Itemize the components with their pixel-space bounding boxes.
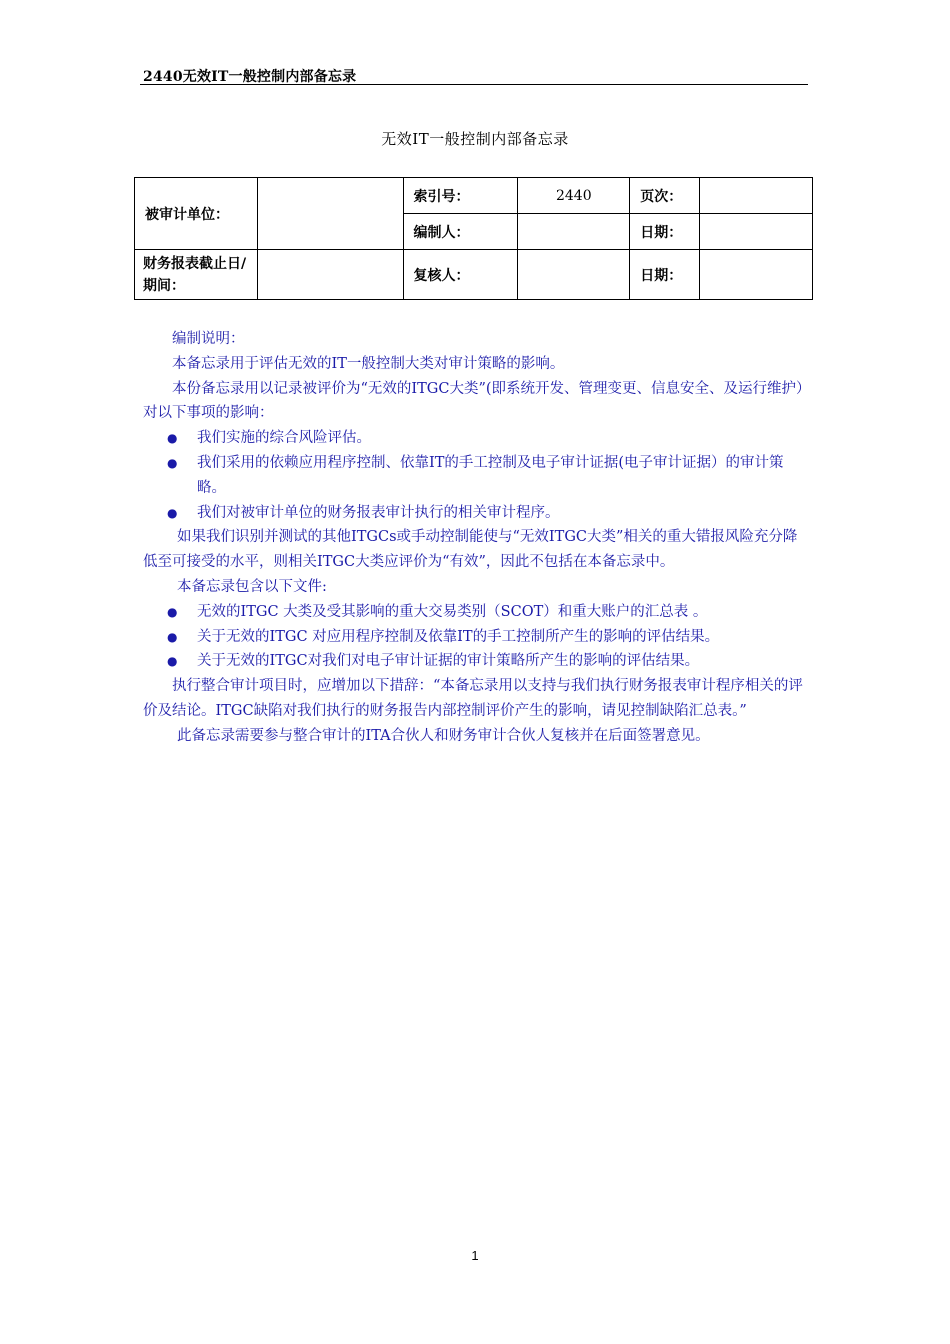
list-item-text: 我们采用的依赖应用程序控制、依靠IT的手工控制及电子审计证据(电子审计证据）的审计策略。 <box>197 454 784 496</box>
list-item <box>143 625 809 650</box>
audit-info-table <box>134 177 813 300</box>
memo-body <box>143 327 809 749</box>
list-item <box>143 451 809 501</box>
instructions-heading: 编制说明： <box>172 331 245 347</box>
bullet-icon: ● <box>167 654 178 669</box>
purpose-paragraph: 本备忘录用于评估无效的IT一般控制大类对审计策略的影响。 <box>172 355 565 372</box>
auditee-label: 被审计单位： <box>135 178 258 250</box>
list-item-text: 我们实施的综合风险评估。 <box>197 430 371 447</box>
list-item-text: 无效的ITGC 大类及受其影响的重大交易类别（SCOT）和重大账户的汇总表 。 <box>197 603 708 620</box>
running-header: 2440无效IT一般控制内部备忘录 <box>143 69 357 85</box>
bullet-icon: ● <box>167 431 178 446</box>
date1-value[interactable] <box>700 214 813 250</box>
exception-paragraph: 如果我们识别并测试的其他ITGCs或手动控制能使与“无效ITGC大类”相关的重大错报风险充分降低至可接受的水平，则相关ITGC大类应评价为“有效”，因此不包括在本备忘录中。 <box>143 529 798 571</box>
preparer-value[interactable] <box>518 214 630 250</box>
page-label: 页次： <box>630 178 700 214</box>
header-divider <box>140 84 808 85</box>
document-title: 无效IT一般控制内部备忘录 <box>381 130 569 148</box>
period-value[interactable] <box>257 250 403 300</box>
date2-label: 日期： <box>630 250 700 300</box>
bullet-icon: ● <box>167 629 178 644</box>
preparer-label: 编制人： <box>403 214 518 250</box>
list-item-text: 关于无效的ITGC 对应用程序控制及依靠IT的手工控制所产生的影响的评估结果。 <box>197 628 720 645</box>
list-item <box>143 501 809 526</box>
list-item-text: 我们对被审计单位的财务报表审计执行的相关审计程序。 <box>197 504 560 521</box>
bullet-icon: ● <box>167 455 178 470</box>
list-item <box>143 600 809 625</box>
list-item <box>143 649 809 674</box>
bullet-icon: ● <box>167 505 178 520</box>
date2-value[interactable] <box>700 250 813 300</box>
page-value[interactable] <box>700 178 813 214</box>
period-label: 财务报表截止日/期间： <box>135 250 258 300</box>
page-number: 1 <box>471 1248 479 1263</box>
index-value[interactable]: 2440 <box>518 178 630 214</box>
integrated-audit-paragraph: 执行整合审计项目时，应增加以下措辞：“本备忘录用以支持与我们执行财务报表审计程序相关的评价及结论。ITGC缺陷对我们执行的财务报告内部控制评价产生的影响，请见控制缺陷汇总表。” <box>143 678 803 719</box>
list-item-text: 关于无效的ITGC对我们对电子审计证据的审计策略所产生的影响的评估结果。 <box>197 653 700 670</box>
reviewer-label: 复核人： <box>403 250 518 300</box>
contents-heading: 本备忘录包含以下文件: <box>177 578 327 595</box>
scope-paragraph: 本份备忘录用以记录被评价为“无效的ITGC大类”(即系统开发、管理变更、信息安全、及运行维护）对以下事项的影响： <box>143 380 804 422</box>
reviewer-value[interactable] <box>518 250 630 300</box>
review-paragraph: 此备忘录需要参与整合审计的ITA合伙人和财务审计合伙人复核并在后面签署意见。 <box>177 727 710 744</box>
auditee-value[interactable] <box>257 178 403 250</box>
index-label: 索引号： <box>403 178 518 214</box>
list-item <box>143 426 809 451</box>
bullet-icon: ● <box>167 604 178 619</box>
date1-label: 日期： <box>630 214 700 250</box>
